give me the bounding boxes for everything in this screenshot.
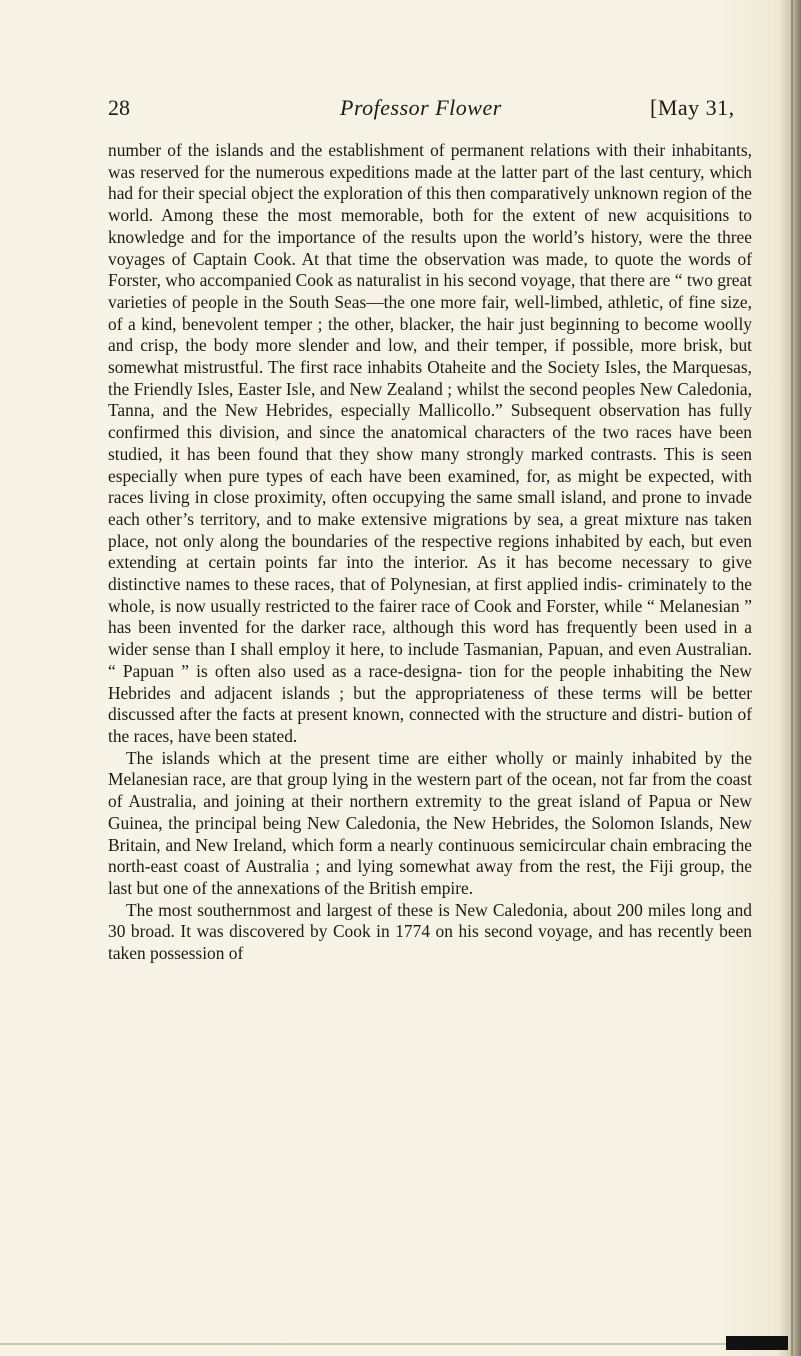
running-title: Professor Flower [340, 95, 502, 120]
bottom-corner-shadow [726, 1336, 788, 1350]
paragraph-3: The most southernmost and largest of these is New Caledonia, about 200 miles long and 30 broad. It was discovered by Cook in 1774 on his second voyage, and has recently been taken possession of [108, 899, 752, 964]
paragraph-1: number of the islands and the establishment of permanent relations with their inhabitants, was reserved for the numerous expeditions made at the latter part of the last century, which had for their special object the exploration of this then comparatively unknown region of the world. Among these the most memorable, both for the extent of new acquisitions to knowledge and for the importance of the results upon the world’s history, were the three voyages of Captain Cook. At that time the observation was made, to quote the words of Forster, who accompanied Cook as naturalist in his second voyage, that there are “ two great varieties of people in the South Seas—the one more fair, well-limbed, athletic, of fine size, of a kind, benevolent temper ; the other, blacker, the hair just beginning to become woolly and crisp, the body more slender and low, and their temper, if possible, more brisk, but somewhat mistrustful. The first race inhabits Otaheite and the Society Isles, the Marquesas, the Friendly Isles, Easter Isle, and New Zealand ; whilst the second peoples New Caledonia, Tanna, and the New Hebrides, especially Mallicollo.” Subsequent observation has fully confirmed this division, and since the anatomical characters of the two races have been studied, it has been found that they show many strongly marked contrasts. This is seen especially when pure types of each have been examined, for, as might be expected, with races living in close proximity, often occupying the same small island, and prone to invade each other’s territory, and to make extensive migrations by sea, a great mixture nas taken place, not only along the boundaries of the respective regions inhabited by each, but even extending at certain points far into the interior. As it has become necessary to give distinctive names to these races, that of Polynesian, at first applied indis- criminately to the whole, is now usually restricted to the fairer race of Cook and Forster, while “ Melanesian ” has been invented for the darker race, although this word has frequently been used in a wider sense than I shall employ it here, to include Tasmanian, Papuan, and even Australian. “ Papuan ” is often also used as a race-designa- tion for the people inhabiting the New Hebrides and adjacent islands ; but the appropriateness of these terms will be better discussed after the facts at present known, connected with the structure and distri- bution of the races, have been stated. [108, 140, 753, 746]
page-number: 28 [108, 95, 130, 120]
running-date: [May 31, [650, 95, 735, 120]
page-spine-line [791, 0, 793, 1356]
bottom-edge-rule [0, 1343, 781, 1345]
page-spine-shadow [779, 0, 801, 1356]
paragraph-2: The islands which at the present time are either wholly or mainly inhabited by the Melanesian race, are that group lying in the western part of the ocean, not far from the coast of Australia, and joining at their northern extremity to the great island of Papua or New Guinea, the principal being New Caledonia, the New Hebrides, the Solomon Islands, New Britain, and New Ireland, which form a nearly continuous semicircular chain embracing the north-east coast of Australia ; and lying somewhat away from the rest, the Fiji group, the last but one of the annexations of the British empire. [108, 747, 752, 898]
body-text [108, 140, 752, 965]
running-header [108, 95, 761, 125]
